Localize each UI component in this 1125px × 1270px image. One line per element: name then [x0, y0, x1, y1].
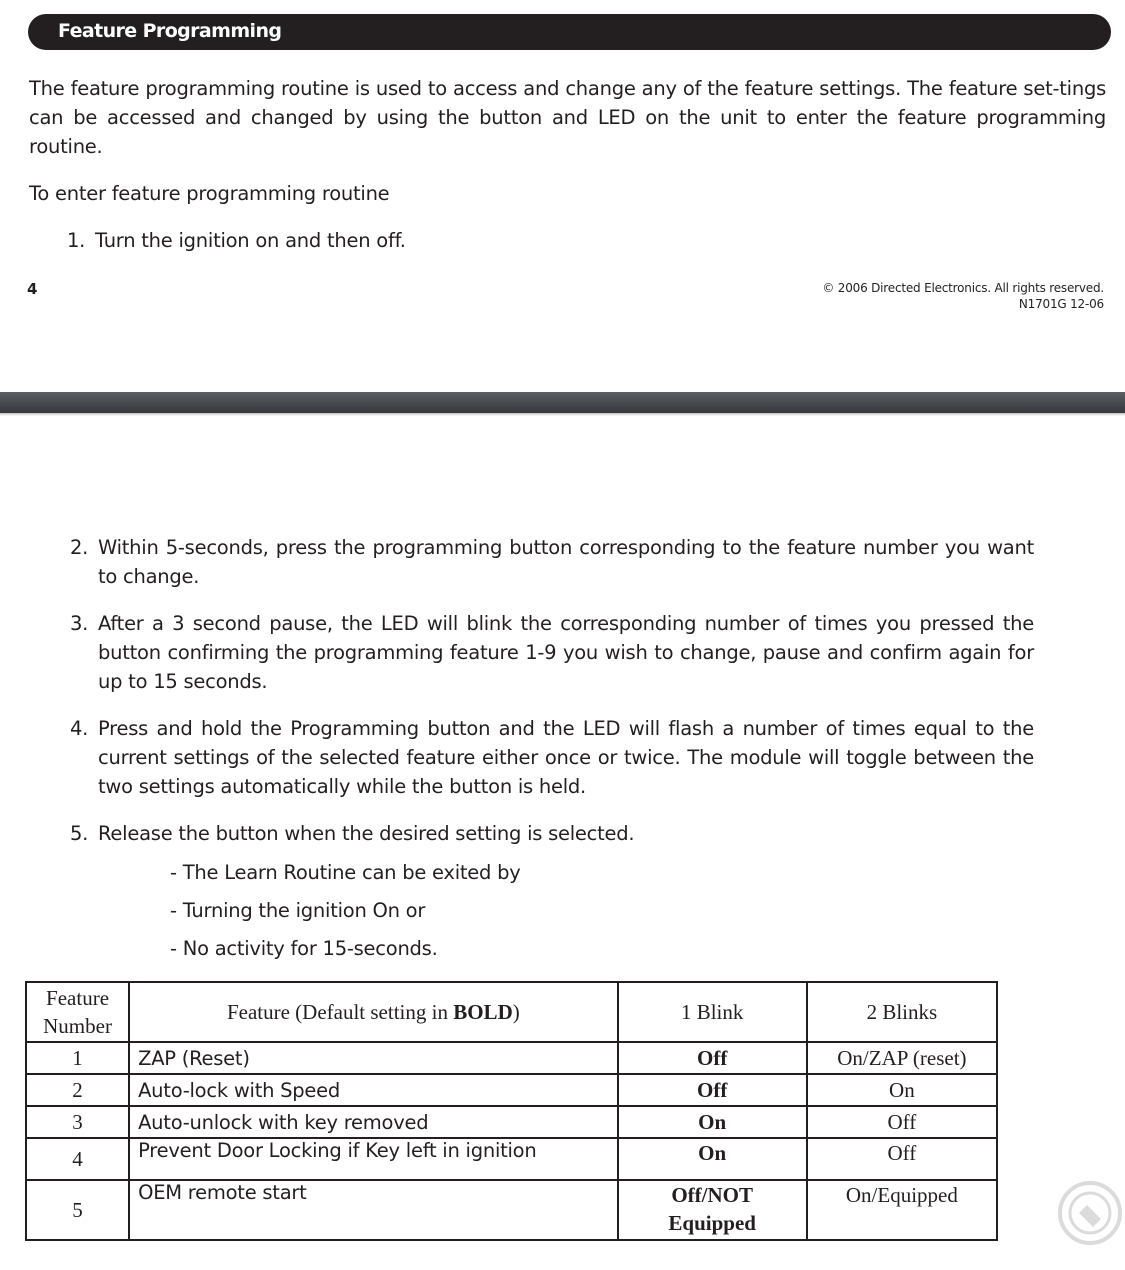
document-code: N1701G 12-06	[1018, 297, 1104, 311]
step-number: 5.	[70, 822, 89, 845]
page-number: 4	[27, 280, 38, 298]
feature-number-cell: 3	[26, 1106, 129, 1138]
feature-name-cell: Prevent Door Locking if Key left in ignition	[129, 1138, 618, 1180]
step-text: Release the button when the desired setting is selected.	[98, 822, 635, 845]
copyright-notice: © 2006 Directed Electronics. All rights reserved.	[822, 281, 1104, 295]
step-1	[67, 226, 795, 255]
step-3	[70, 609, 1034, 696]
watermark-seal-icon	[1055, 1178, 1125, 1248]
feature-name-cell: OEM remote start	[129, 1180, 618, 1240]
footer-credits	[822, 280, 1104, 312]
one-blink-cell: On	[618, 1138, 807, 1180]
step-text: Within 5-seconds, press the programming button corresponding to the feature number you want to change.	[98, 536, 1034, 588]
step-text: Turn the ignition on and then off.	[95, 229, 406, 252]
step-text: Press and hold the Programming button and the LED will flash a number of times equal to the current settings of the selected feature either once or twice. The module will toggle between the two settings automatically while the button is held.	[98, 717, 1034, 798]
two-blinks-cell: Off	[807, 1138, 997, 1180]
one-blink-cell: Off/NOT Equipped	[618, 1180, 807, 1240]
table-header-row	[26, 982, 997, 1042]
table-row	[26, 1180, 997, 1240]
table-row	[26, 1138, 997, 1180]
section-title-banner	[28, 14, 1111, 50]
feature-name-cell: Auto-lock with Speed	[129, 1074, 618, 1106]
exit-condition-item: - The Learn Routine can be exited by	[170, 861, 521, 884]
header-feature-number: Feature Number	[26, 982, 129, 1042]
step-text: After a 3 second pause, the LED will blink the corresponding number of times you pressed the button confirming the programming feature 1-9 you wish to change, pause and confirm again for up to 15 seconds.	[98, 612, 1034, 693]
two-blinks-cell: On/Equipped	[807, 1180, 997, 1240]
table-row	[26, 1042, 997, 1074]
two-blinks-cell: On	[807, 1074, 997, 1106]
exit-condition-item: - Turning the ignition On or	[170, 899, 426, 922]
step-number: 3.	[70, 612, 89, 635]
feature-settings-table	[25, 981, 998, 1241]
exit-condition-item: - No activity for 15-seconds.	[170, 937, 438, 960]
header-feature-description: Feature (Default setting in BOLD)	[129, 982, 618, 1042]
step-number: 2.	[70, 536, 89, 559]
table-row	[26, 1074, 997, 1106]
two-blinks-cell: On/ZAP (reset)	[807, 1042, 997, 1074]
feature-number-cell: 4	[26, 1138, 129, 1180]
feature-number-cell: 2	[26, 1074, 129, 1106]
intro-paragraph: The feature programming routine is used to access and change any of the feature settings. The feature set-tings can be accessed and changed by using the button and LED on the unit to enter the feature programming routine.	[29, 77, 1106, 158]
page-divider	[0, 392, 1125, 413]
feature-name-cell: ZAP (Reset)	[129, 1042, 618, 1074]
intro-heading: To enter feature programming routine	[29, 182, 390, 205]
step-number: 4.	[70, 717, 89, 740]
table-row	[26, 1106, 997, 1138]
two-blinks-cell: Off	[807, 1106, 997, 1138]
step-number: 1.	[67, 229, 86, 252]
one-blink-cell: On	[618, 1106, 807, 1138]
step-4	[70, 714, 1034, 801]
feature-number-cell: 5	[26, 1180, 129, 1240]
feature-number-cell: 1	[26, 1042, 129, 1074]
header-1-blink: 1 Blink	[618, 982, 807, 1042]
one-blink-cell: Off	[618, 1074, 807, 1106]
one-blink-cell: Off	[618, 1042, 807, 1074]
section-title: Feature Programming	[58, 20, 282, 42]
feature-name-cell: Auto-unlock with key removed	[129, 1106, 618, 1138]
header-2-blinks: 2 Blinks	[807, 982, 997, 1042]
step-5	[70, 819, 1034, 848]
step-2	[70, 533, 1034, 591]
